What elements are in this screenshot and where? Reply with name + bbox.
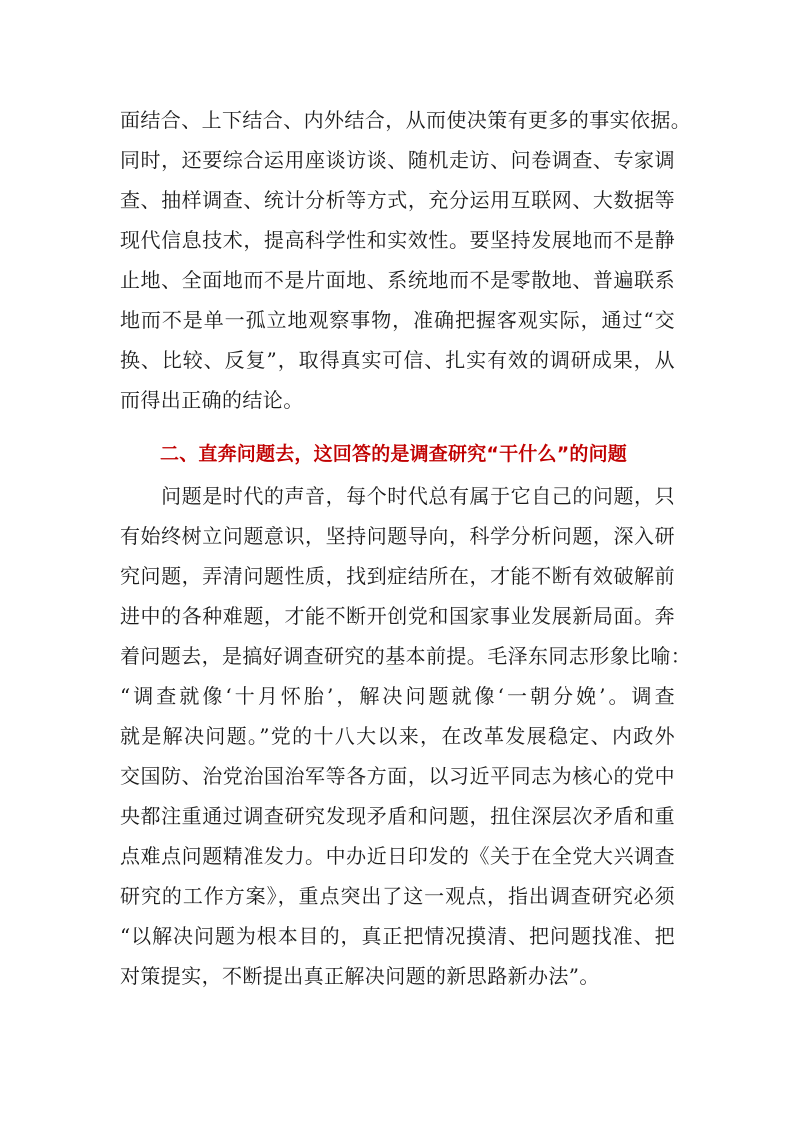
paragraph-line: 同时，还要综合运用座谈访谈、随机走访、问卷调查、专家调 bbox=[120, 148, 675, 172]
paragraph-line: 对策提实，不断提出真正解决问题的新思路新办法”。 bbox=[120, 964, 600, 988]
paragraph-line: 问题是时代的声音，每个时代总有属于它自己的问题，只 bbox=[120, 484, 675, 508]
paragraph-line: 面结合、上下结合、内外结合，从而使决策有更多的事实依据。 bbox=[120, 108, 692, 132]
paragraph-line: 换、比较、反复”，取得真实可信、扎实有效的调研成果，从 bbox=[120, 348, 675, 372]
paragraph-line: 现代信息技术，提高科学性和实效性。要坚持发展地而不是静 bbox=[120, 228, 675, 252]
paragraph-line: 点难点问题精准发力。中办近日印发的《关于在全党大兴调查 bbox=[120, 844, 675, 868]
paragraph-line: 查、抽样调查、统计分析等方式，充分运用互联网、大数据等 bbox=[120, 188, 675, 212]
paragraph-line: 而得出正确的结论。 bbox=[120, 388, 304, 412]
paragraph-2 bbox=[120, 476, 692, 996]
paragraph-line: 研究的工作方案》，重点突出了这一观点，指出调查研究必须 bbox=[120, 884, 675, 908]
paragraph-line: 止地、全面地而不是片面地、系统地而不是零散地、普遍联系 bbox=[120, 268, 675, 292]
paragraph-line: 有始终树立问题意识，坚持问题导向，科学分析问题，深入研 bbox=[120, 524, 675, 548]
paragraph-line: 地而不是单一孤立地观察事物，准确把握客观实际，通过“交 bbox=[120, 308, 675, 332]
section-heading: 二、直奔问题去，这回答的是调查研究“干什么”的问题 bbox=[160, 443, 627, 465]
paragraph-line: “调查就像‘十月怀胎’，解决问题就像‘一朝分娩’。调查 bbox=[120, 684, 675, 708]
paragraph-1 bbox=[120, 100, 692, 420]
paragraph-line: 央都注重通过调查研究发现矛盾和问题，扭住深层次矛盾和重 bbox=[120, 804, 675, 828]
paragraph-line: “以解决问题为根本目的，真正把情况摸清、把问题找准、把 bbox=[120, 924, 675, 948]
paragraph-line: 交国防、治党治国治军等各方面，以习近平同志为核心的党中 bbox=[120, 764, 675, 788]
paragraph-line: 进中的各种难题，才能不断开创党和国家事业发展新局面。奔 bbox=[120, 604, 675, 628]
paragraph-line: 着问题去，是搞好调查研究的基本前提。毛泽东同志形象比喻： bbox=[120, 644, 692, 668]
paragraph-line: 就是解决问题。”党的十八大以来，在改革发展稳定、内政外 bbox=[120, 724, 675, 748]
paragraph-line: 究问题，弄清问题性质，找到症结所在，才能不断有效破解前 bbox=[120, 564, 675, 588]
